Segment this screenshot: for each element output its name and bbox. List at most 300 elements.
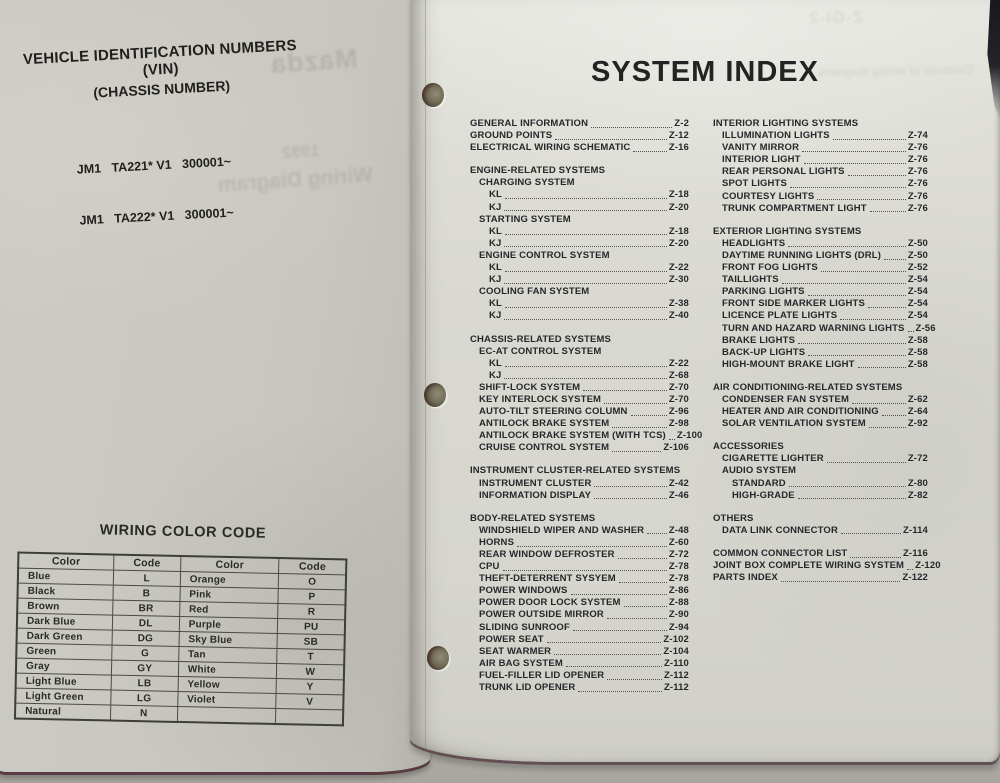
toc-section: [713, 225, 936, 371]
toc-entry: [470, 286, 689, 298]
toc-entry-label: KJ: [489, 274, 502, 286]
toc-entry-label: BACK-UP LIGHTS: [722, 346, 806, 358]
bleed-through-mazda: Mazda: [269, 42, 359, 80]
left-page: [0, 0, 430, 772]
toc-section-header: [713, 382, 928, 394]
toc-entry-label: WINDSHIELD WIPER AND WASHER: [479, 524, 645, 536]
vin-numbers: [9, 115, 326, 267]
color-code-header-cell: Code: [113, 555, 180, 572]
toc-entry: [713, 262, 928, 274]
dotted-leader: [578, 691, 662, 692]
toc-section: [713, 513, 928, 537]
toc-entry-page: Z-78: [668, 561, 689, 573]
toc-entry-label: INTERIOR LIGHT: [722, 154, 801, 166]
toc-entry-page: Z-54: [907, 310, 928, 322]
dotted-leader: [583, 390, 667, 391]
color-cell: Tan: [178, 646, 277, 663]
toc-entry-label: TRUNK COMPARTMENT LIGHT: [722, 202, 867, 214]
toc-entry: [470, 130, 689, 142]
color-cell: Blue: [18, 568, 114, 585]
toc-section: [713, 547, 941, 584]
toc-entry-label: TURN AND HAZARD WARNING LIGHTS: [722, 322, 905, 334]
dotted-leader: [647, 533, 667, 534]
dotted-leader: [631, 415, 667, 416]
toc-entry-page: Z-52: [907, 262, 928, 274]
toc-entry: [713, 298, 928, 310]
dotted-leader: [808, 355, 906, 356]
toc-entry-page: Z-42: [668, 477, 689, 489]
toc-entry: [470, 646, 689, 658]
toc-entry-label: ENGINE CONTROL SYSTEM: [479, 249, 610, 261]
toc-entry: [713, 166, 928, 178]
code-cell: Y: [277, 679, 344, 695]
toc-entry-page: Z-122: [902, 572, 928, 584]
toc-entry-label: BRAKE LIGHTS: [722, 334, 796, 346]
toc-entry-page: Z-88: [668, 597, 689, 609]
toc-entry: [713, 191, 928, 203]
toc-entry-label: DATA LINK CONNECTOR: [722, 524, 838, 536]
toc-entry-label: HEADLIGHTS: [722, 237, 786, 249]
toc-entry-page: Z-30: [668, 274, 689, 286]
dotted-leader: [781, 581, 901, 582]
toc-entry-page: Z-50: [907, 237, 928, 249]
toc-entry-label: EC-AT CONTROL SYSTEM: [479, 345, 602, 357]
toc-entry-page: Z-76: [907, 178, 928, 190]
toc-entry-page: Z-50: [907, 249, 928, 261]
toc-entry-page: Z-112: [663, 669, 689, 681]
toc-entry-page: Z-76: [907, 202, 928, 214]
dotted-leader: [505, 366, 667, 367]
toc-entry-label: REAR PERSONAL LIGHTS: [722, 166, 845, 178]
toc-entry-label: INFORMATION DISPLAY: [479, 489, 592, 501]
color-code-header-cell: Color: [180, 556, 279, 574]
system-index-toc: [470, 118, 941, 694]
toc-entry: [470, 406, 689, 418]
toc-entry: [713, 465, 928, 477]
bleed-through-title: Wiring Diagram: [217, 163, 374, 197]
toc-section: [470, 118, 689, 154]
dotted-leader: [884, 259, 906, 260]
dotted-leader: [594, 486, 666, 487]
color-cell: White: [178, 661, 277, 678]
toc-entry-page: Z-72: [668, 549, 689, 560]
toc-entry-page: Z-38: [668, 298, 689, 310]
toc-column: [470, 118, 703, 694]
toc-section-header-label: AIR CONDITIONING-RELATED SYSTEMS: [713, 381, 903, 393]
toc-entry-label: KJ: [489, 237, 502, 249]
dotted-leader: [841, 533, 901, 534]
code-cell: B: [113, 585, 180, 601]
toc-entry: [713, 572, 928, 584]
color-cell: Sky Blue: [179, 631, 278, 648]
toc-entry-label: KJ: [489, 201, 502, 213]
toc-entry-label: CPU: [479, 561, 500, 573]
toc-entry-label: AUTO-TILT STEERING COLUMN: [479, 406, 628, 418]
code-cell: PU: [278, 619, 345, 635]
code-cell: T: [277, 649, 344, 665]
dotted-leader: [618, 558, 667, 559]
toc-entry-label: ILLUMINATION LIGHTS: [722, 130, 830, 142]
toc-entry-page: Z-120: [915, 560, 941, 571]
color-code-header-cell: Color: [18, 553, 114, 570]
dotted-leader: [505, 307, 667, 308]
toc-entry-label: COMMON CONNECTOR LIST: [713, 547, 848, 559]
toc-entry-label: INSTRUMENT CLUSTER: [479, 477, 592, 489]
dotted-leader: [802, 151, 906, 152]
dotted-leader: [821, 271, 906, 272]
toc-entry-page: Z-76: [907, 154, 928, 166]
toc-entry-label: SOLAR VENTILATION SYSTEM: [722, 418, 866, 430]
dotted-leader: [607, 679, 662, 680]
dotted-leader: [619, 582, 667, 583]
color-cell: Brown: [17, 598, 113, 615]
toc-entry-label: JOINT BOX COMPLETE WIRING SYSTEM: [713, 560, 905, 571]
wiring-color-code-title: WIRING COLOR CODE: [99, 522, 267, 542]
toc-entry-label: KL: [489, 189, 502, 201]
dotted-leader: [869, 427, 906, 428]
toc-entry-page: Z-100: [676, 430, 703, 442]
color-code-header-cell: Code: [279, 558, 346, 575]
toc-entry-page: Z-60: [668, 536, 689, 548]
code-cell: W: [277, 664, 344, 680]
toc-entry: [470, 310, 689, 322]
toc-entry: [713, 286, 928, 298]
toc-section-header: [713, 118, 928, 130]
toc-entry: [470, 238, 689, 250]
toc-entry-page: Z-22: [668, 357, 689, 369]
dotted-leader: [908, 331, 914, 332]
toc-entry-label: ANTILOCK BRAKE SYSTEM (WITH TCS): [479, 430, 666, 442]
toc-entry: [470, 573, 689, 585]
toc-section-header-label: ENGINE-RELATED SYSTEMS: [470, 165, 606, 177]
toc-section-header: [470, 165, 689, 177]
code-cell: LG: [110, 690, 177, 706]
toc-entry-label: KJ: [489, 310, 502, 322]
code-cell: N: [110, 705, 177, 722]
punch-hole-bottom: [427, 646, 449, 670]
code-cell: GY: [111, 660, 178, 676]
color-cell: Violet: [177, 691, 276, 708]
toc-entry-label: CRUISE CONTROL SYSTEM: [479, 442, 610, 454]
toc-section-header-label: BODY-RELATED SYSTEMS: [470, 512, 596, 524]
toc-entry-page: Z-74: [907, 130, 928, 142]
toc-entry-page: Z-76: [907, 142, 928, 154]
toc-entry-label: ELECTRICAL WIRING SCHEMATIC: [470, 142, 631, 154]
dotted-leader: [870, 211, 906, 212]
dotted-leader: [789, 486, 906, 487]
toc-entry-page: Z-20: [668, 237, 689, 249]
toc-entry-page: Z-104: [663, 645, 689, 657]
dotted-leader: [573, 630, 667, 631]
toc-entry: [470, 622, 689, 634]
dotted-leader: [808, 295, 906, 296]
toc-column: [713, 118, 941, 694]
dotted-leader: [790, 187, 906, 188]
toc-entry-label: KJ: [489, 369, 502, 381]
toc-entry: [470, 370, 689, 382]
toc-entry-label: STANDARD: [732, 477, 786, 489]
toc-entry: [470, 189, 689, 201]
toc-entry: [713, 359, 928, 371]
dotted-leader: [504, 210, 666, 211]
color-cell: Dark Blue: [17, 613, 113, 630]
dotted-leader: [607, 618, 667, 619]
color-cell: Pink: [180, 586, 279, 603]
toc-entry: [713, 394, 928, 406]
toc-entry: [470, 214, 689, 226]
toc-entry-label: DAYTIME RUNNING LIGHTS (DRL): [722, 249, 882, 261]
toc-entry-page: Z-46: [668, 489, 689, 501]
toc-entry: [713, 478, 928, 490]
toc-entry: [470, 561, 689, 573]
color-code-body: [15, 568, 346, 725]
toc-entry-label: CIGARETTE LIGHTER: [722, 453, 824, 465]
toc-section-header-label: EXTERIOR LIGHTING SYSTEMS: [713, 225, 862, 237]
toc-section: [713, 441, 928, 501]
color-cell: Gray: [16, 658, 112, 675]
wiring-color-code-table: [14, 552, 347, 727]
dotted-leader: [566, 666, 662, 667]
toc-section-header: [470, 334, 689, 346]
toc-entry: [713, 203, 928, 215]
toc-entry-page: Z-116: [902, 547, 928, 559]
toc-entry-label: PARKING LIGHTS: [722, 286, 805, 298]
toc-entry: [470, 549, 689, 561]
toc-entry-page: Z-54: [907, 298, 928, 310]
toc-section-header: [713, 226, 928, 238]
dotted-leader: [505, 198, 667, 199]
toc-entry: [470, 478, 689, 490]
dotted-leader: [817, 199, 906, 200]
toc-entry-label: VANITY MIRROR: [722, 142, 800, 154]
toc-entry: [713, 347, 928, 359]
toc-entry: [713, 142, 928, 154]
toc-entry-label: GROUND POINTS: [470, 130, 553, 142]
toc-entry-label: HIGH-MOUNT BRAKE LIGHT: [722, 358, 855, 370]
dotted-leader: [782, 283, 906, 284]
toc-entry: [713, 130, 928, 142]
toc-entry-page: Z-98: [668, 418, 689, 430]
code-cell: V: [276, 694, 343, 710]
code-cell: G: [111, 645, 178, 661]
toc-section-header-label: OTHERS: [713, 512, 754, 524]
toc-entry-label: KL: [489, 357, 502, 369]
dotted-leader: [505, 234, 667, 235]
toc-entry: [470, 358, 689, 370]
toc-entry-label: POWER OUTSIDE MIRROR: [479, 609, 604, 621]
dotted-leader: [504, 283, 666, 284]
toc-entry-page: Z-54: [907, 286, 928, 298]
toc-section: [470, 513, 689, 694]
code-cell: P: [278, 589, 345, 605]
toc-entry-label: KL: [489, 262, 502, 274]
toc-entry-page: Z-58: [907, 358, 928, 370]
bleed-through-year: 1992: [281, 140, 321, 163]
toc-entry-page: Z-18: [668, 225, 689, 237]
toc-entry: [470, 394, 689, 406]
toc-entry-page: Z-92: [907, 418, 928, 430]
code-cell: R: [278, 604, 345, 620]
dotted-leader: [571, 594, 667, 595]
toc-entry: [470, 118, 689, 130]
toc-entry-page: Z-18: [668, 189, 689, 201]
toc-entry-label: FUEL-FILLER LID OPENER: [479, 669, 605, 681]
code-cell: DG: [112, 630, 179, 646]
toc-entry: [713, 238, 928, 250]
toc-entry-page: Z-80: [907, 477, 928, 489]
color-cell: Dark Green: [17, 628, 113, 645]
dotted-leader: [554, 654, 661, 655]
toc-entry-page: Z-78: [668, 573, 689, 585]
toc-entry-label: POWER SEAT: [479, 633, 544, 645]
toc-entry: [713, 453, 928, 465]
toc-entry: [470, 430, 703, 442]
toc-entry-page: Z-114: [902, 524, 928, 536]
toc-entry-label: TRUNK LID OPENER: [479, 682, 576, 694]
toc-section-header: [470, 513, 689, 525]
dotted-leader: [798, 343, 906, 344]
toc-entry-page: Z-54: [907, 274, 928, 286]
dotted-leader: [798, 498, 906, 499]
toc-entry-label: COURTESY LIGHTS: [722, 190, 815, 202]
dotted-leader: [594, 498, 667, 499]
toc-entry: [470, 442, 689, 454]
toc-section: [470, 333, 703, 455]
toc-entry-page: Z-72: [907, 453, 928, 465]
color-cell: Orange: [180, 571, 279, 588]
toc-entry-label: TAILLIGHTS: [722, 274, 779, 286]
toc-entry-page: Z-64: [907, 406, 928, 418]
dotted-leader: [788, 246, 906, 247]
dotted-leader: [850, 557, 901, 558]
dotted-leader: [504, 246, 666, 247]
toc-entry-label: COOLING FAN SYSTEM: [479, 286, 590, 298]
toc-entry-label: SEAT WARMER: [479, 645, 552, 657]
toc-entry: [470, 202, 689, 214]
toc-entry: [713, 178, 928, 190]
toc-entry-label: SLIDING SUNROOF: [479, 621, 570, 633]
toc-entry-page: Z-16: [668, 142, 689, 154]
toc-entry-page: Z-12: [668, 130, 689, 142]
toc-entry: [470, 682, 689, 694]
toc-entry-label: AIR BAG SYSTEM: [479, 657, 563, 669]
code-cell: DL: [112, 615, 179, 631]
dotted-leader: [858, 367, 906, 368]
toc-entry-label: REAR WINDOW DEFROSTER: [479, 549, 615, 560]
code-cell: O: [279, 574, 346, 590]
toc-section-header-label: INTERIOR LIGHTING SYSTEMS: [713, 118, 859, 129]
toc-section-header: [713, 441, 928, 453]
toc-entry-label: CHARGING SYSTEM: [479, 177, 575, 189]
toc-entry-label: THEFT-DETERRENT SYSYEM: [479, 573, 616, 585]
toc-entry-page: Z-70: [668, 393, 689, 405]
dotted-leader: [504, 378, 666, 379]
toc-entry-label: AUDIO SYSTEM: [722, 465, 797, 477]
dotted-leader: [505, 271, 667, 272]
toc-entry: [470, 346, 689, 358]
toc-entry: [713, 250, 928, 262]
toc-entry-label: ANTILOCK BRAKE SYSTEM: [479, 418, 610, 430]
vin-subtitle: (CHASSIS NUMBER): [92, 77, 231, 101]
toc-entry: [713, 274, 928, 286]
color-cell: Green: [16, 643, 112, 660]
dotted-leader: [503, 570, 667, 571]
toc-entry-page: Z-82: [907, 489, 928, 501]
right-page: [410, 0, 1000, 762]
toc-entry-label: FRONT SIDE MARKER LIGHTS: [722, 298, 865, 310]
toc-entry-label: STARTING SYSTEM: [479, 213, 571, 225]
toc-entry: [470, 525, 689, 537]
toc-entry: [470, 490, 689, 502]
dotted-leader: [669, 439, 675, 440]
toc-section: [470, 165, 689, 322]
code-cell: SB: [277, 634, 344, 650]
toc-entry-label: KEY INTERLOCK SYSTEM: [479, 393, 602, 405]
toc-section: [713, 118, 928, 215]
toc-entry: [470, 250, 689, 262]
toc-entry-page: Z-40: [668, 310, 689, 322]
code-cell: BR: [112, 600, 179, 616]
toc-entry: [713, 418, 928, 430]
dotted-leader: [504, 319, 666, 320]
toc-section: [713, 382, 928, 430]
dotted-leader: [604, 403, 667, 404]
toc-entry: [470, 262, 689, 274]
toc-entry: [470, 274, 689, 286]
toc-section-header-label: CHASSIS-RELATED SYSTEMS: [470, 333, 612, 345]
toc-entry-page: Z-112: [663, 682, 689, 694]
dotted-leader: [517, 546, 667, 547]
vin-number-line: JM1 TA221* V1 300001~: [76, 154, 232, 177]
dotted-leader: [612, 427, 667, 428]
toc-entry-page: Z-20: [668, 201, 689, 213]
toc-entry: [470, 670, 689, 682]
dotted-leader: [804, 163, 906, 164]
toc-section-header-label: ACCESSORIES: [713, 441, 784, 453]
toc-entry-page: Z-110: [663, 657, 689, 669]
toc-entry: [713, 406, 928, 418]
toc-entry: [713, 310, 928, 322]
toc-entry: [470, 537, 689, 549]
bleed-through-contents-line: Contents of wiring diagrams: [817, 64, 974, 80]
toc-entry: [713, 525, 928, 537]
dotted-leader: [907, 569, 913, 570]
toc-entry: [713, 335, 928, 347]
toc-entry: [470, 634, 689, 646]
toc-entry: [470, 658, 689, 670]
toc-entry-page: Z-102: [663, 633, 689, 645]
toc-entry-label: POWER DOOR LOCK SYSTEM: [479, 597, 621, 609]
toc-entry: [470, 226, 689, 238]
dotted-leader: [633, 151, 666, 152]
toc-entry-label: LICENCE PLATE LIGHTS: [722, 310, 838, 322]
toc-entry: [713, 560, 941, 572]
vin-number-line: JM1 TA222* V1 300001~: [79, 205, 235, 228]
toc-entry-label: GENERAL INFORMATION: [470, 118, 589, 129]
toc-entry-label: HORNS: [479, 536, 515, 548]
color-cell: Red: [179, 601, 278, 618]
toc-entry: [713, 154, 928, 166]
toc-entry: [470, 585, 689, 597]
dotted-leader: [624, 606, 667, 607]
toc-entry-page: Z-76: [907, 166, 928, 178]
toc-entry-label: PARTS INDEX: [713, 572, 778, 584]
toc-entry-label: HIGH-GRADE: [732, 489, 795, 501]
code-cell: [276, 709, 343, 726]
toc-entry-page: Z-76: [907, 190, 928, 202]
color-cell: Light Green: [15, 688, 111, 705]
toc-entry-page: Z-94: [668, 621, 689, 633]
